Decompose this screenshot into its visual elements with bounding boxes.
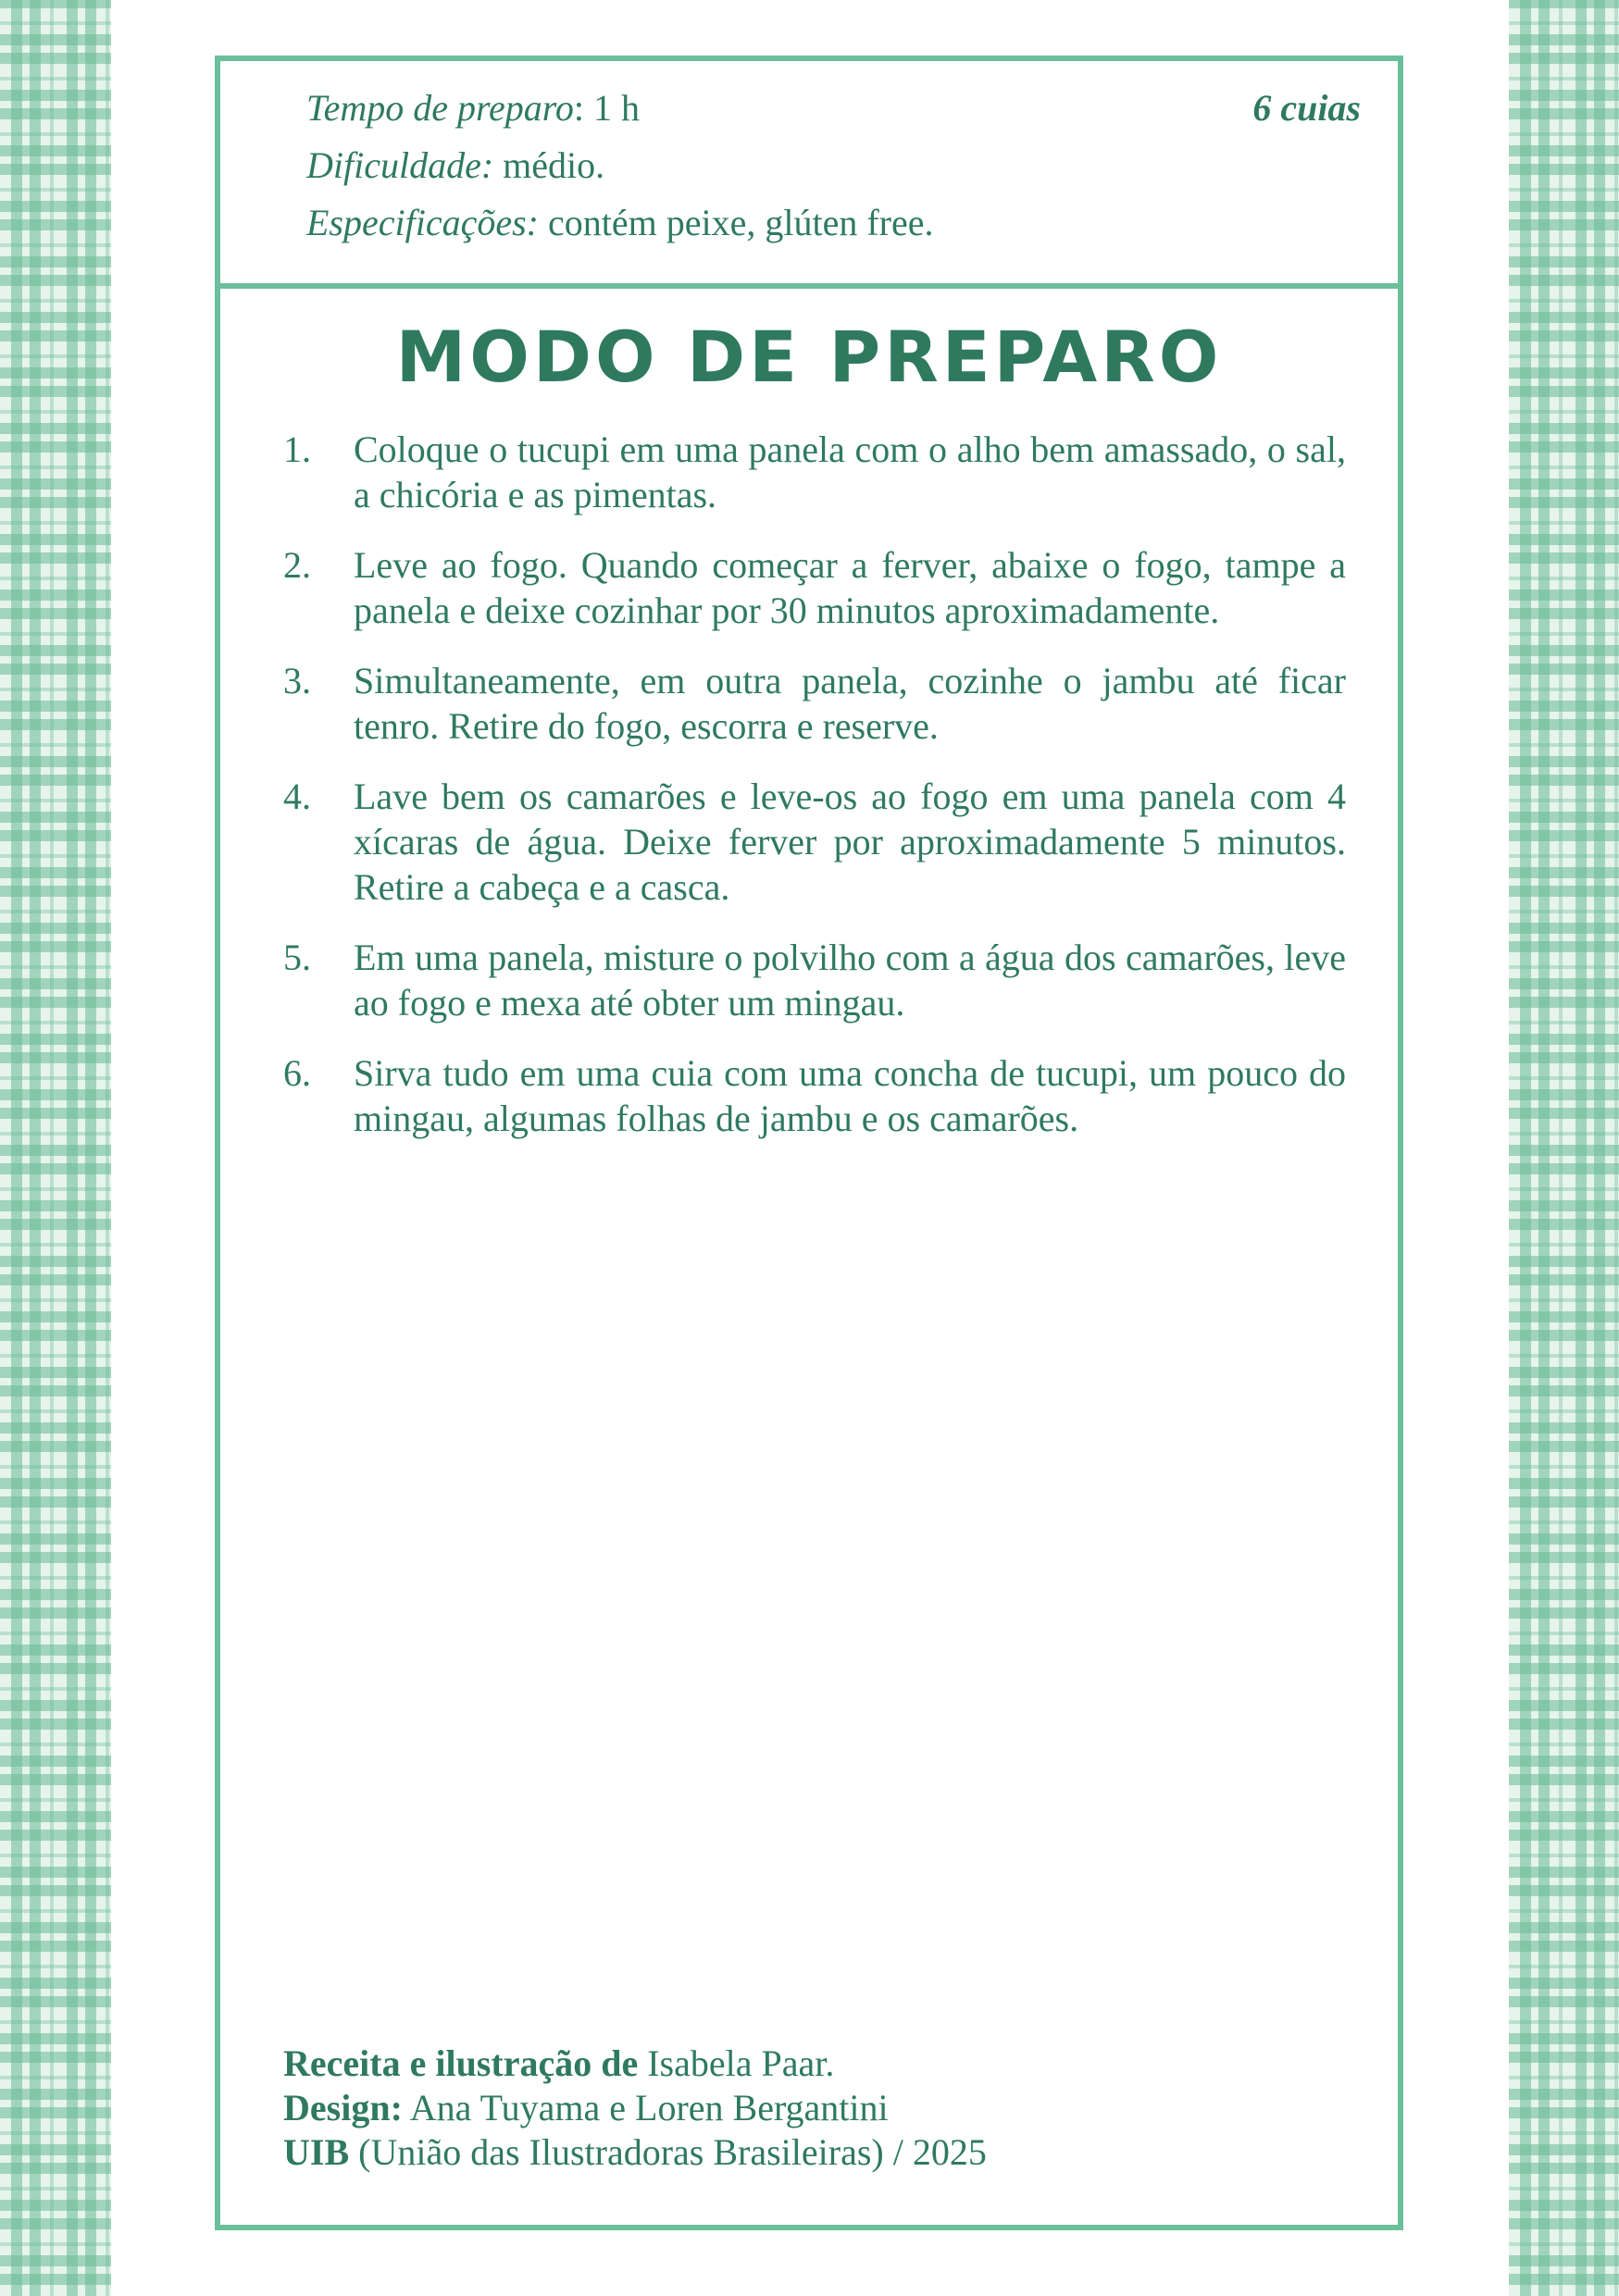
step-text: Lave bem os camarões e leve-os ao fogo em uma panela com 4 xícaras de água. Deixe ferver por aproximadamente 5 minutos. Retire a cabeça e a casca. [354,776,1346,908]
recipe-info-box [220,61,1398,289]
step-number: 2. [283,544,311,586]
servings: 6 cuias [1252,87,1361,129]
step-number: 6. [283,1052,311,1094]
credit-design: Design: Ana Tuyama e Loren Bergantini [283,2087,889,2128]
list-item [283,427,1346,517]
prep-time: Tempo de preparo: 1 h [306,87,641,129]
credits [283,2042,987,2175]
page-title: MODO DE PREPARO [395,316,1223,398]
credit-recipe: Receita e ilustração de Isabela Paar. [283,2042,835,2084]
step-number: 3. [283,660,311,701]
difficulty: Dificuldade: médio. [306,144,605,186]
plaid-border-right [1509,0,1619,2296]
step-text: Coloque o tucupi em uma panela com o alho bem amassado, o sal, a chicória e as pimentas. [354,428,1346,515]
list-item [283,935,1346,1025]
list-item [283,774,1346,910]
list-item [283,542,1346,633]
recipe-card [215,56,1403,2230]
list-item [283,1050,1346,1141]
credit-organization: UIB (União das Ilustradoras Brasileiras) / 2025 [283,2131,987,2173]
step-text: Simultaneamente, em outra panela, cozinhe o jambu até ficar tenro. Retire do fogo, escorra e reserve. [354,660,1346,747]
step-text: Sirva tudo em uma cuia com uma concha de tucupi, um pouco do mingau, algumas folhas de jambu e os camarões. [354,1052,1346,1139]
plaid-border-left [0,0,111,2296]
step-number: 5. [283,937,311,978]
step-text: Leve ao fogo. Quando começar a ferver, abaixe o fogo, tampe a panela e deixe cozinhar por 30 minutos aproximadamente. [354,544,1346,631]
step-number: 1. [283,428,311,470]
step-text: Em uma panela, misture o polvilho com a água dos camarões, leve ao fogo e mexa até obter um mingau. [354,937,1346,1024]
steps-list [283,427,1346,1166]
step-number: 4. [283,776,311,817]
specifications: Especificações: contém peixe, glúten free. [306,202,934,243]
list-item [283,658,1346,749]
